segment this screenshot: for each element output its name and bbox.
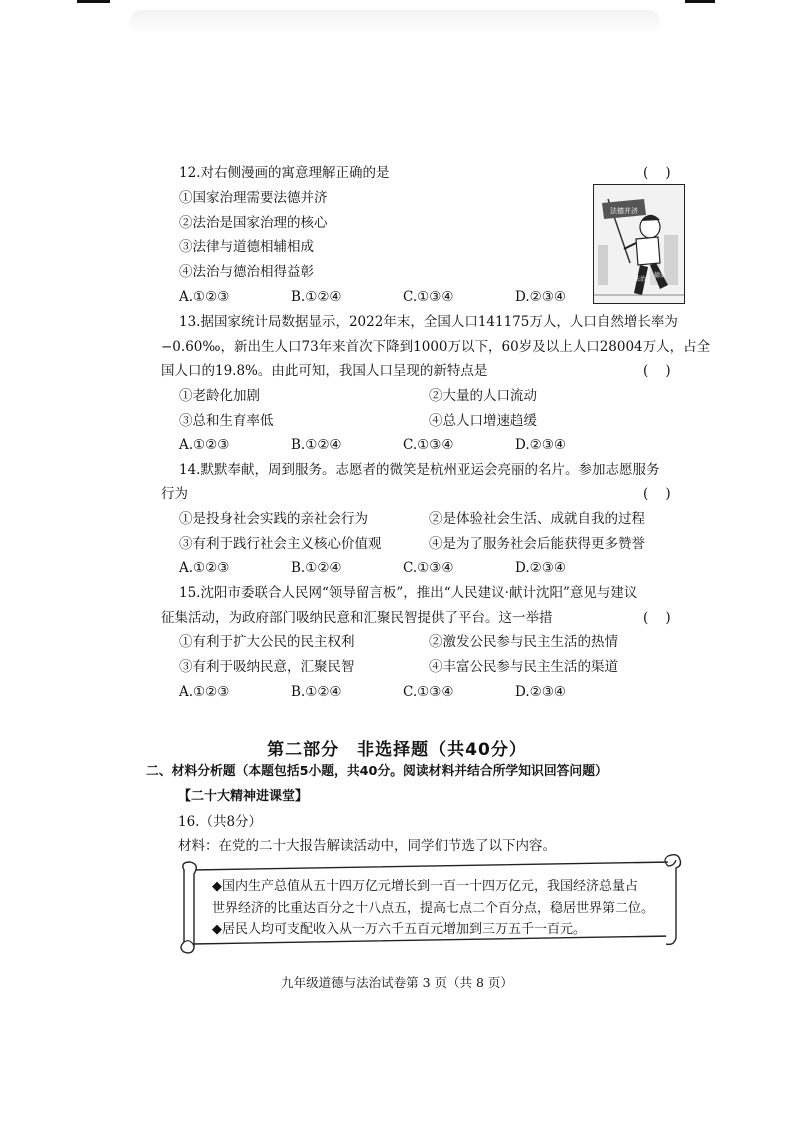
- q14-choice-a: A.①②③: [179, 560, 230, 576]
- q13-line-3: 国人口的19.8%。由此可知，我国人口呈现的新特点是: [161, 363, 488, 379]
- q15-line-1: 15.沈阳市委联合人民网“领导留言板”，推出“人民建议·献计沈阳”意见与建议: [179, 585, 638, 601]
- q12-choice-c: C.①③④: [403, 289, 454, 305]
- q14-line-1: 14.默默奉献，周到服务。志愿者的微笑是杭州亚运会亮丽的名片。参加志愿服务: [179, 462, 660, 478]
- q13-line-2: −0.60‰，新出生人口73年来首次下降到1000万以下，60岁及以上人口28004万人，占全: [161, 339, 711, 355]
- q14-choice-b: B.①②④: [291, 560, 342, 576]
- q15-item-4: ④丰富公民参与民主生活的渠道: [429, 659, 618, 675]
- q13-choice-d: D.②③④: [515, 437, 566, 453]
- q12-stem: 12.对右侧漫画的寓意理解正确的是: [179, 165, 390, 181]
- q14-answer-paren: ( ): [643, 486, 671, 502]
- q12-choice-d: D.②③④: [515, 289, 566, 305]
- q12-item-2: ②法治是国家治理的核心: [179, 215, 328, 231]
- q14-item-3: ③有利于践行社会主义核心价值观: [179, 536, 382, 552]
- q14-choice-c: C.①③④: [403, 560, 454, 576]
- material-intro: 材料：在党的二十大报告解读活动中，同学们节选了以下内容。: [178, 838, 556, 854]
- section-heading: 二、材料分析题（本题包括5小题，共40分。阅读材料并结合所学知识回答问题）: [146, 764, 608, 779]
- q12-choice-b: B.①②④: [291, 289, 342, 305]
- q15-answer-paren: ( ): [643, 610, 671, 626]
- q15-line-2: 征集活动，为政府部门吸纳民意和汇聚民智提供了平台。这一举措: [161, 610, 553, 626]
- q15-item-1: ①有利于扩大公民的民主权利: [179, 634, 355, 650]
- q16-heading: 16.（共8分）: [178, 814, 263, 830]
- scan-corner-left: [77, 0, 110, 3]
- q12-item-1: ①国家治理需要法德并济: [179, 190, 328, 206]
- scroll-line-1: ◆国内生产总值从五十四万亿元增长到一百一十四万亿元，我国经济总量占: [212, 879, 638, 894]
- q13-line-1: 13.据国家统计局数据显示，2022年末，全国人口141175万人，人口自然增长率为: [179, 314, 678, 330]
- cartoon-leg-text-1: 法治: [634, 276, 647, 283]
- part2-title: 第二部分 非选择题（共40分）: [267, 740, 527, 760]
- cartoon-illustration: [593, 184, 685, 304]
- q12-answer-paren: ( ): [643, 165, 671, 181]
- q15-choice-a: A.①②③: [179, 684, 230, 700]
- q13-choice-c: C.①③④: [403, 437, 454, 453]
- q13-item-3: ③总和生育率低: [179, 413, 274, 429]
- q13-item-1: ①老龄化加剧: [179, 388, 260, 404]
- q12-choice-a: A.①②③: [179, 289, 230, 305]
- q15-choice-d: D.②③④: [515, 684, 566, 700]
- q14-item-1: ①是投身社会实践的亲社会行为: [179, 511, 368, 527]
- q15-choice-c: C.①③④: [403, 684, 454, 700]
- q15-choice-b: B.①②④: [291, 684, 342, 700]
- cartoon-leg-text-2: 德治: [654, 272, 667, 279]
- q14-line-2: 行为: [161, 486, 188, 502]
- q15-item-3: ③有利于吸纳民意，汇聚民智: [179, 659, 355, 675]
- scroll-line-3: ◆居民人均可支配收入从一万六千五百元增加到三万五千一百元。: [212, 922, 586, 937]
- q13-choice-a: A.①②③: [179, 437, 230, 453]
- q14-choice-d: D.②③④: [515, 560, 566, 576]
- q13-answer-paren: ( ): [643, 363, 671, 379]
- cartoon-flag-text: 法德并济: [610, 207, 638, 215]
- q12-item-4: ④法治与德治相得益彰: [179, 264, 314, 280]
- q13-item-2: ②大量的人口流动: [429, 388, 537, 404]
- cartoon-figure-icon: [594, 185, 684, 303]
- q14-item-2: ②是体验社会生活、成就自我的过程: [429, 511, 645, 527]
- q13-item-4: ④总人口增速趋缓: [429, 413, 537, 429]
- q12-item-3: ③法律与道德相辅相成: [179, 239, 314, 255]
- q14-item-4: ④是为了服务社会后能获得更多赞誉: [429, 536, 645, 552]
- scan-shadow: [130, 10, 660, 34]
- page-footer: 九年级道德与法治试卷第 3 页（共 8 页）: [281, 975, 513, 990]
- scroll-line-2: 世界经济的比重达百分之十八点五，提高七点二个百分点，稳居世界第二位。: [212, 901, 655, 916]
- scan-corner-right: [685, 0, 715, 3]
- topic-tag: 【二十大精神进课堂】: [178, 789, 309, 804]
- q13-choice-b: B.①②④: [291, 437, 342, 453]
- q15-item-2: ②激发公民参与民主生活的热情: [429, 634, 618, 650]
